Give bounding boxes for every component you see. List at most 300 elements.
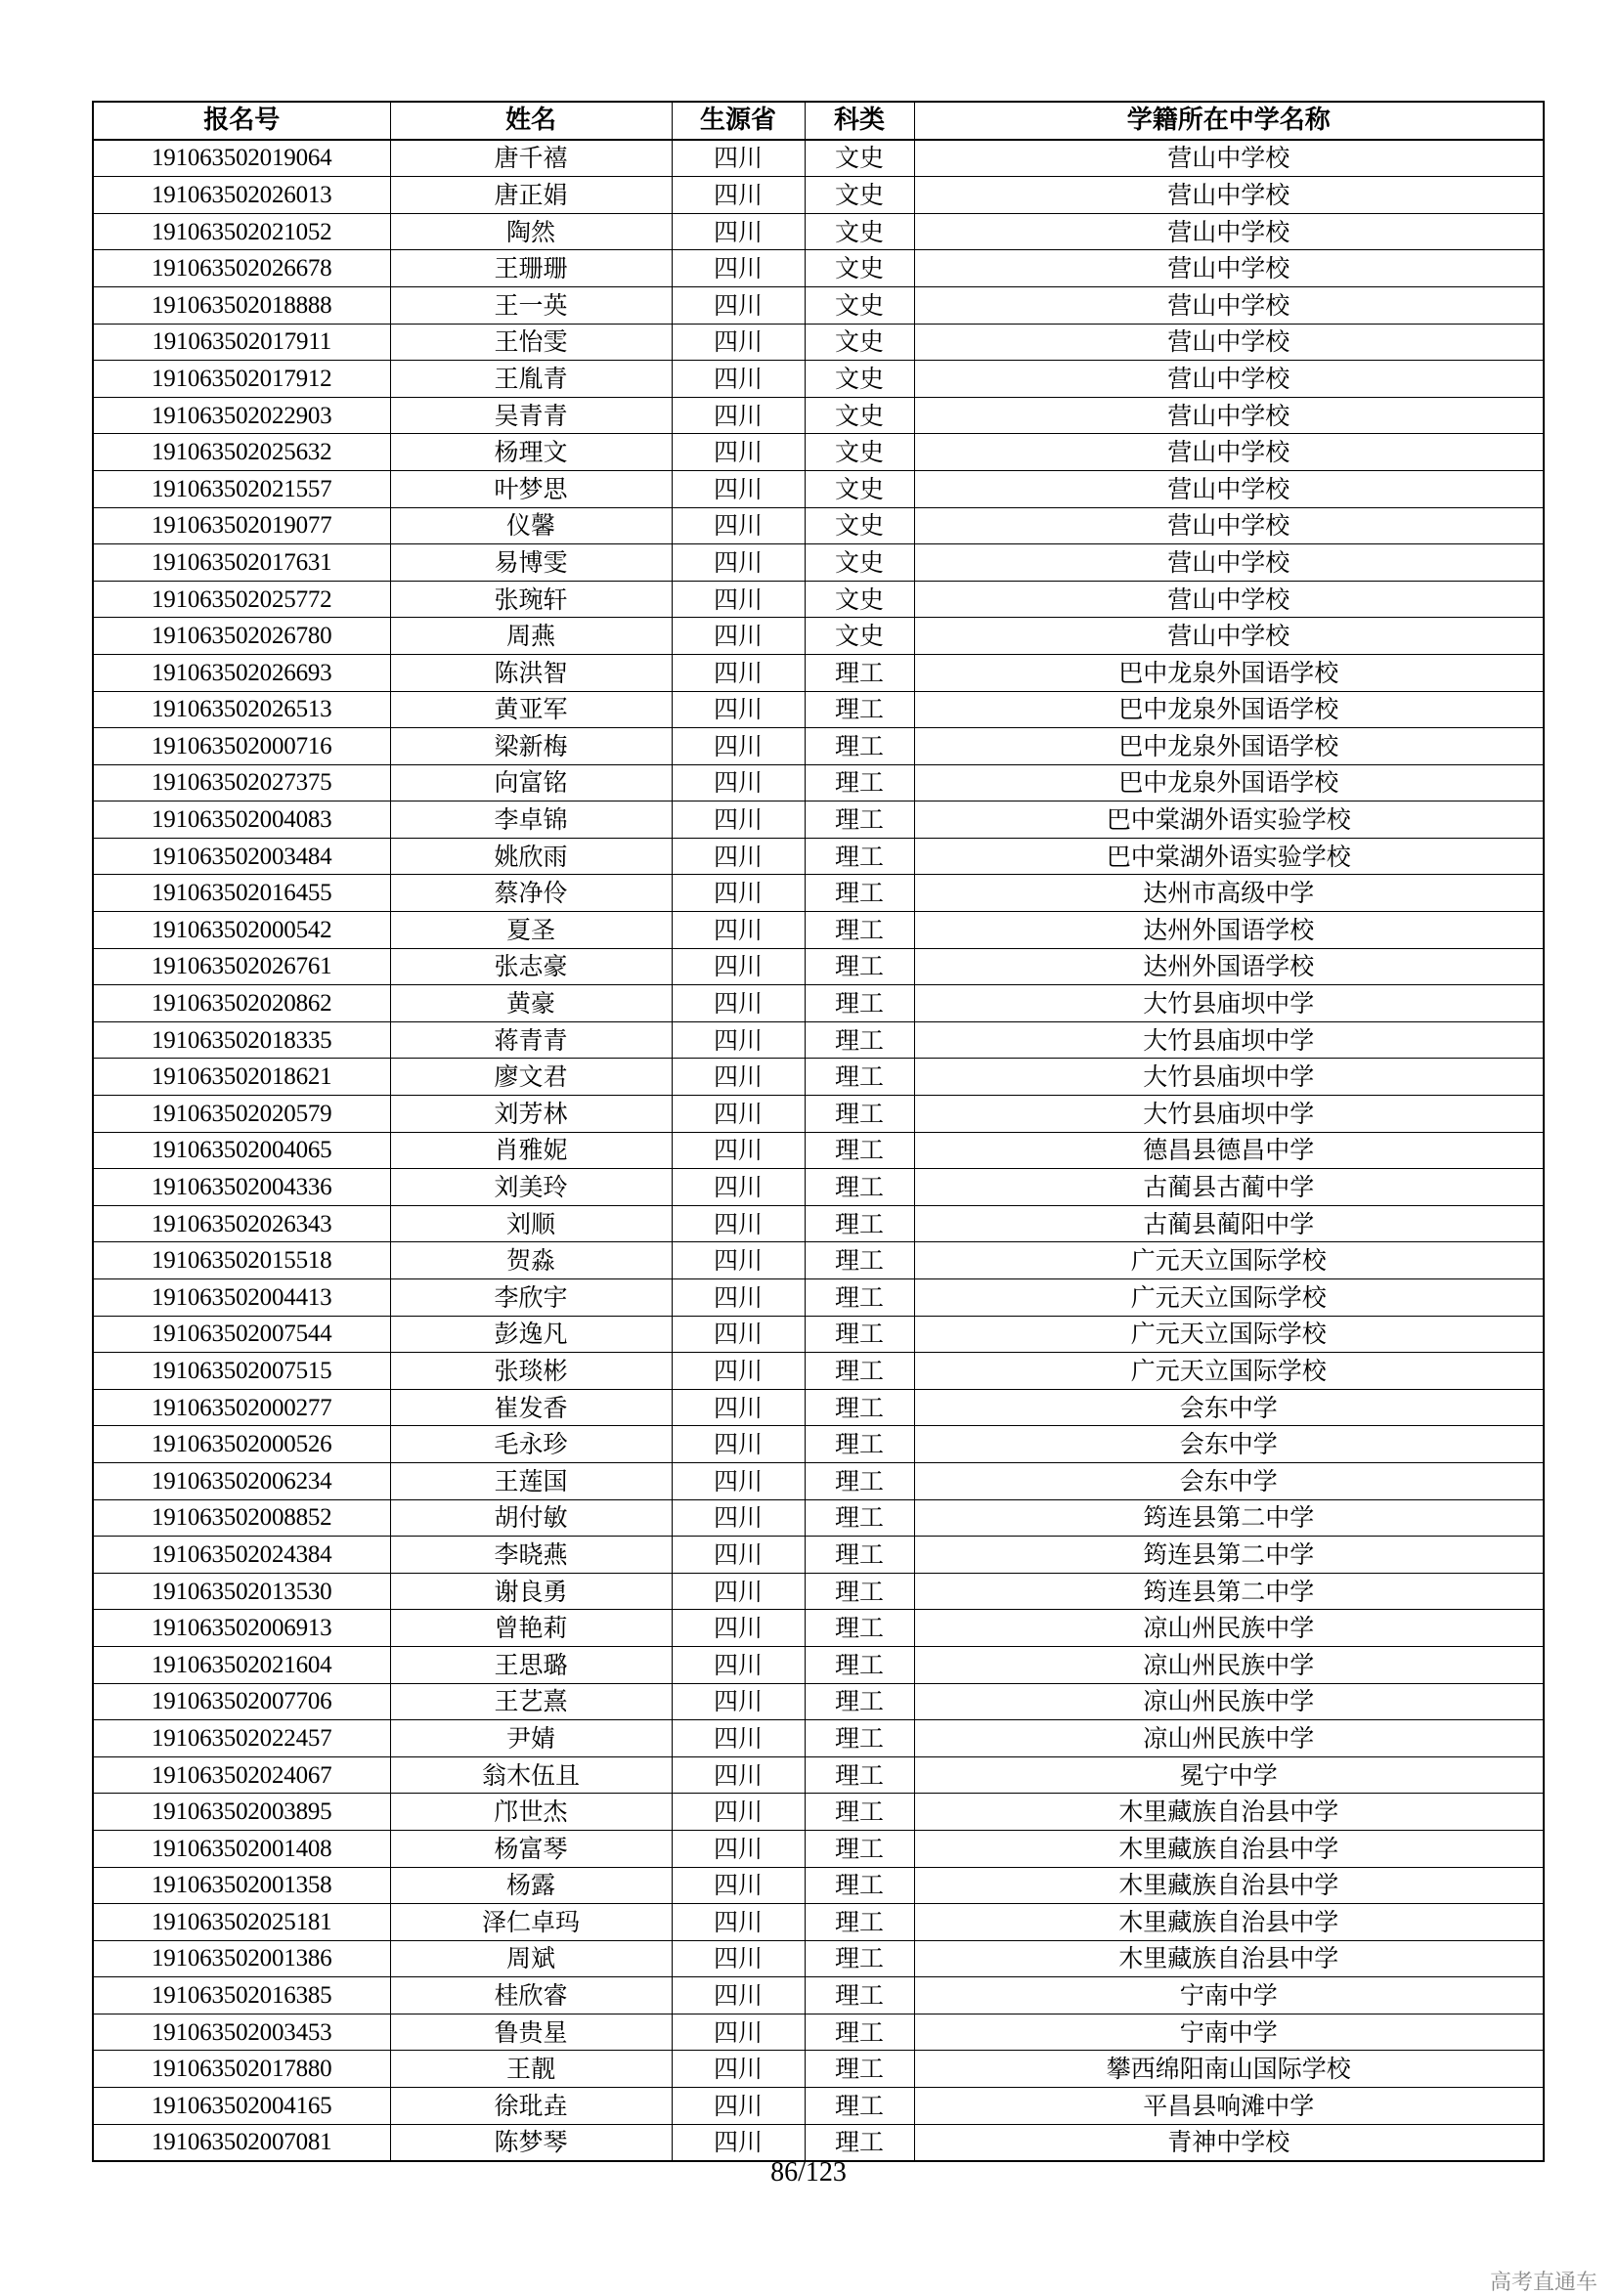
cell-province: 四川 (672, 140, 805, 177)
cell-registration-id: 191063502027375 (93, 764, 390, 801)
cell-name: 张志豪 (390, 948, 672, 985)
cell-school: 达州外国语学校 (914, 948, 1544, 985)
cell-registration-id: 191063502019077 (93, 507, 390, 544)
cell-province: 四川 (672, 1499, 805, 1537)
table-row (93, 1683, 1544, 1720)
cell-registration-id: 191063502001358 (93, 1867, 390, 1904)
cell-school: 营山中学校 (914, 544, 1544, 582)
cell-province: 四川 (672, 1830, 805, 1867)
cell-category: 文史 (805, 250, 914, 287)
cell-registration-id: 191063502020862 (93, 985, 390, 1022)
cell-category: 文史 (805, 544, 914, 582)
cell-registration-id: 191063502021052 (93, 213, 390, 250)
cell-province: 四川 (672, 948, 805, 985)
cell-school: 凉山州民族中学 (914, 1646, 1544, 1683)
cell-registration-id: 191063502000526 (93, 1426, 390, 1463)
cell-registration-id: 191063502004083 (93, 801, 390, 839)
cell-name: 邝世杰 (390, 1794, 672, 1831)
cell-registration-id: 191063502016455 (93, 875, 390, 912)
header-school: 学籍所在中学名称 (914, 102, 1544, 140)
cell-school: 巴中龙泉外国语学校 (914, 728, 1544, 765)
cell-province: 四川 (672, 1059, 805, 1096)
cell-registration-id: 191063502001408 (93, 1830, 390, 1867)
table-row (93, 213, 1544, 250)
cell-registration-id: 191063502000277 (93, 1389, 390, 1426)
cell-province: 四川 (672, 1353, 805, 1390)
table-row (93, 1646, 1544, 1683)
cell-category: 文史 (805, 361, 914, 398)
cell-registration-id: 191063502025632 (93, 434, 390, 471)
table-row (93, 618, 1544, 655)
cell-school: 营山中学校 (914, 213, 1544, 250)
cell-province: 四川 (672, 434, 805, 471)
cell-category: 文史 (805, 140, 914, 177)
table-row (93, 250, 1544, 287)
cell-school: 营山中学校 (914, 507, 1544, 544)
table-row (93, 801, 1544, 839)
cell-school: 达州市高级中学 (914, 875, 1544, 912)
cell-province: 四川 (672, 2124, 805, 2161)
table-row (93, 1316, 1544, 1353)
cell-province: 四川 (672, 838, 805, 875)
cell-school: 营山中学校 (914, 324, 1544, 361)
cell-registration-id: 191063502007081 (93, 2124, 390, 2161)
cell-name: 鲁贵星 (390, 2014, 672, 2051)
cell-school: 青神中学校 (914, 2124, 1544, 2161)
table-row (93, 2124, 1544, 2161)
cell-school: 巴中龙泉外国语学校 (914, 691, 1544, 728)
cell-category: 文史 (805, 507, 914, 544)
table-row (93, 470, 1544, 507)
cell-province: 四川 (672, 361, 805, 398)
cell-name: 杨露 (390, 1867, 672, 1904)
cell-registration-id: 191063502017911 (93, 324, 390, 361)
cell-school: 达州外国语学校 (914, 912, 1544, 949)
cell-category: 理工 (805, 764, 914, 801)
cell-school: 古蔺县古蔺中学 (914, 1169, 1544, 1206)
cell-province: 四川 (672, 470, 805, 507)
cell-category: 理工 (805, 1389, 914, 1426)
cell-registration-id: 191063502007544 (93, 1316, 390, 1353)
cell-category: 理工 (805, 948, 914, 985)
cell-category: 理工 (805, 1169, 914, 1206)
cell-province: 四川 (672, 1426, 805, 1463)
table-row (93, 2014, 1544, 2051)
cell-school: 会东中学 (914, 1389, 1544, 1426)
table-row (93, 1904, 1544, 1941)
cell-category: 理工 (805, 1977, 914, 2014)
cell-registration-id: 191063502026343 (93, 1205, 390, 1242)
cell-province: 四川 (672, 912, 805, 949)
header-row (93, 102, 1544, 140)
cell-province: 四川 (672, 1683, 805, 1720)
cell-category: 理工 (805, 1683, 914, 1720)
cell-category: 理工 (805, 1132, 914, 1169)
cell-school: 巴中龙泉外国语学校 (914, 764, 1544, 801)
cell-name: 肖雅妮 (390, 1132, 672, 1169)
table-row (93, 1610, 1544, 1647)
cell-name: 翁木伍且 (390, 1756, 672, 1794)
cell-registration-id: 191063502021604 (93, 1646, 390, 1683)
cell-school: 营山中学校 (914, 397, 1544, 434)
table-row (93, 1242, 1544, 1279)
header-name: 姓名 (390, 102, 672, 140)
table-row (93, 1462, 1544, 1499)
cell-category: 理工 (805, 1279, 914, 1317)
cell-category: 理工 (805, 1830, 914, 1867)
cell-province: 四川 (672, 213, 805, 250)
table-row (93, 324, 1544, 361)
cell-school: 大竹县庙坝中学 (914, 1021, 1544, 1059)
cell-province: 四川 (672, 1242, 805, 1279)
admission-table (92, 101, 1545, 2162)
cell-school: 营山中学校 (914, 470, 1544, 507)
table-row (93, 361, 1544, 398)
cell-category: 理工 (805, 912, 914, 949)
cell-registration-id: 191063502022457 (93, 1720, 390, 1757)
cell-province: 四川 (672, 507, 805, 544)
cell-school: 广元天立国际学校 (914, 1316, 1544, 1353)
cell-category: 文史 (805, 213, 914, 250)
cell-name: 周燕 (390, 618, 672, 655)
cell-registration-id: 191063502013530 (93, 1573, 390, 1610)
cell-name: 唐正娟 (390, 177, 672, 214)
cell-name: 胡付敏 (390, 1499, 672, 1537)
cell-province: 四川 (672, 801, 805, 839)
table-row (93, 691, 1544, 728)
cell-school: 营山中学校 (914, 434, 1544, 471)
cell-province: 四川 (672, 654, 805, 691)
cell-category: 理工 (805, 1242, 914, 1279)
watermark: 高考直通车 (1489, 2271, 1597, 2295)
cell-category: 理工 (805, 1537, 914, 1574)
cell-province: 四川 (672, 1537, 805, 1574)
cell-category: 理工 (805, 801, 914, 839)
table-row (93, 1756, 1544, 1794)
cell-registration-id: 191063502003453 (93, 2014, 390, 2051)
cell-province: 四川 (672, 1021, 805, 1059)
cell-name: 黄豪 (390, 985, 672, 1022)
page-number: 86/123 (770, 2157, 847, 2188)
cell-province: 四川 (672, 324, 805, 361)
cell-name: 贺淼 (390, 1242, 672, 1279)
cell-school: 营山中学校 (914, 140, 1544, 177)
cell-registration-id: 191063502004165 (93, 2088, 390, 2125)
cell-category: 文史 (805, 397, 914, 434)
cell-name: 徐玭垚 (390, 2088, 672, 2125)
cell-province: 四川 (672, 1756, 805, 1794)
cell-registration-id: 191063502000542 (93, 912, 390, 949)
table-header (93, 102, 1544, 140)
table-row (93, 2051, 1544, 2088)
cell-province: 四川 (672, 2088, 805, 2125)
table-row (93, 1205, 1544, 1242)
cell-registration-id: 191063502004065 (93, 1132, 390, 1169)
cell-school: 营山中学校 (914, 286, 1544, 324)
cell-category: 文史 (805, 324, 914, 361)
cell-name: 刘顺 (390, 1205, 672, 1242)
cell-registration-id: 191063502026678 (93, 250, 390, 287)
cell-province: 四川 (672, 1389, 805, 1426)
cell-category: 理工 (805, 1353, 914, 1390)
table-row (93, 581, 1544, 618)
cell-name: 向富铭 (390, 764, 672, 801)
cell-name: 梁新梅 (390, 728, 672, 765)
header-registration-id: 报名号 (93, 102, 390, 140)
cell-school: 会东中学 (914, 1462, 1544, 1499)
cell-category: 理工 (805, 1205, 914, 1242)
cell-name: 谢良勇 (390, 1573, 672, 1610)
cell-registration-id: 191063502026780 (93, 618, 390, 655)
cell-category: 理工 (805, 1059, 914, 1096)
cell-school: 凉山州民族中学 (914, 1683, 1544, 1720)
cell-school: 大竹县庙坝中学 (914, 1059, 1544, 1096)
cell-registration-id: 191063502019064 (93, 140, 390, 177)
cell-school: 木里藏族自治县中学 (914, 1940, 1544, 1977)
cell-category: 理工 (805, 1720, 914, 1757)
cell-category: 理工 (805, 1021, 914, 1059)
table-row (93, 654, 1544, 691)
table-row (93, 875, 1544, 912)
table-row (93, 985, 1544, 1022)
cell-name: 李欣宇 (390, 1279, 672, 1317)
cell-registration-id: 191063502004336 (93, 1169, 390, 1206)
cell-category: 理工 (805, 1426, 914, 1463)
cell-registration-id: 191063502021557 (93, 470, 390, 507)
cell-school: 宁南中学 (914, 2014, 1544, 2051)
table-row (93, 1720, 1544, 1757)
cell-registration-id: 191063502006234 (93, 1462, 390, 1499)
cell-category: 理工 (805, 985, 914, 1022)
cell-name: 蔡净伶 (390, 875, 672, 912)
cell-category: 理工 (805, 2051, 914, 2088)
cell-school: 营山中学校 (914, 361, 1544, 398)
cell-registration-id: 191063502018888 (93, 286, 390, 324)
table-row (93, 1059, 1544, 1096)
table-row (93, 1021, 1544, 1059)
cell-registration-id: 191063502000716 (93, 728, 390, 765)
cell-name: 刘芳林 (390, 1096, 672, 1133)
cell-category: 理工 (805, 728, 914, 765)
cell-name: 廖文君 (390, 1059, 672, 1096)
cell-registration-id: 191063502024384 (93, 1537, 390, 1574)
cell-school: 巴中棠湖外语实验学校 (914, 801, 1544, 839)
table-row (93, 397, 1544, 434)
cell-school: 会东中学 (914, 1426, 1544, 1463)
cell-school: 平昌县响滩中学 (914, 2088, 1544, 2125)
cell-name: 唐千禧 (390, 140, 672, 177)
cell-registration-id: 191063502007515 (93, 1353, 390, 1390)
cell-province: 四川 (672, 1940, 805, 1977)
cell-school: 木里藏族自治县中学 (914, 1794, 1544, 1831)
cell-name: 周斌 (390, 1940, 672, 1977)
cell-registration-id: 191063502006913 (93, 1610, 390, 1647)
cell-registration-id: 191063502015518 (93, 1242, 390, 1279)
cell-province: 四川 (672, 1904, 805, 1941)
cell-registration-id: 191063502003484 (93, 838, 390, 875)
cell-school: 古蔺县蔺阳中学 (914, 1205, 1544, 1242)
cell-name: 陶然 (390, 213, 672, 250)
cell-registration-id: 191063502001386 (93, 1940, 390, 1977)
cell-registration-id: 191063502007706 (93, 1683, 390, 1720)
cell-registration-id: 191063502008852 (93, 1499, 390, 1537)
cell-province: 四川 (672, 177, 805, 214)
table-row (93, 1169, 1544, 1206)
cell-category: 文史 (805, 618, 914, 655)
cell-name: 毛永珍 (390, 1426, 672, 1463)
cell-province: 四川 (672, 764, 805, 801)
cell-province: 四川 (672, 1646, 805, 1683)
cell-province: 四川 (672, 1462, 805, 1499)
cell-name: 崔发香 (390, 1389, 672, 1426)
cell-province: 四川 (672, 1977, 805, 2014)
cell-school: 木里藏族自治县中学 (914, 1867, 1544, 1904)
cell-school: 筠连县第二中学 (914, 1537, 1544, 1574)
table-row (93, 1353, 1544, 1390)
cell-province: 四川 (672, 691, 805, 728)
table-row (93, 140, 1544, 177)
cell-province: 四川 (672, 581, 805, 618)
cell-registration-id: 191063502020579 (93, 1096, 390, 1133)
cell-category: 理工 (805, 1610, 914, 1647)
cell-school: 木里藏族自治县中学 (914, 1830, 1544, 1867)
table-row (93, 948, 1544, 985)
cell-school: 大竹县庙坝中学 (914, 985, 1544, 1022)
cell-category: 文史 (805, 581, 914, 618)
table-row (93, 728, 1544, 765)
cell-province: 四川 (672, 286, 805, 324)
cell-category: 文史 (805, 434, 914, 471)
cell-name: 吴青青 (390, 397, 672, 434)
cell-name: 陈洪智 (390, 654, 672, 691)
cell-registration-id: 191063502024067 (93, 1756, 390, 1794)
cell-school: 营山中学校 (914, 177, 1544, 214)
cell-school: 冕宁中学 (914, 1756, 1544, 1794)
cell-category: 理工 (805, 1904, 914, 1941)
cell-school: 广元天立国际学校 (914, 1242, 1544, 1279)
cell-school: 广元天立国际学校 (914, 1279, 1544, 1317)
cell-name: 曾艳莉 (390, 1610, 672, 1647)
cell-province: 四川 (672, 1316, 805, 1353)
table-body (93, 140, 1544, 2162)
cell-name: 张琬轩 (390, 581, 672, 618)
cell-name: 姚欣雨 (390, 838, 672, 875)
table-row (93, 1573, 1544, 1610)
cell-category: 理工 (805, 2124, 914, 2161)
cell-name: 黄亚军 (390, 691, 672, 728)
cell-name: 刘美玲 (390, 1169, 672, 1206)
cell-name: 彭逸凡 (390, 1316, 672, 1353)
cell-school: 营山中学校 (914, 618, 1544, 655)
cell-registration-id: 191063502017631 (93, 544, 390, 582)
cell-registration-id: 191063502025772 (93, 581, 390, 618)
cell-province: 四川 (672, 1169, 805, 1206)
cell-registration-id: 191063502026513 (93, 691, 390, 728)
cell-school: 凉山州民族中学 (914, 1720, 1544, 1757)
table-row (93, 544, 1544, 582)
cell-name: 陈梦琴 (390, 2124, 672, 2161)
cell-province: 四川 (672, 250, 805, 287)
cell-province: 四川 (672, 1096, 805, 1133)
table-row (93, 1830, 1544, 1867)
cell-province: 四川 (672, 1279, 805, 1317)
table-row (93, 1132, 1544, 1169)
cell-name: 李卓锦 (390, 801, 672, 839)
cell-province: 四川 (672, 1205, 805, 1242)
cell-province: 四川 (672, 875, 805, 912)
cell-name: 杨理文 (390, 434, 672, 471)
cell-category: 理工 (805, 1462, 914, 1499)
cell-school: 德昌县德昌中学 (914, 1132, 1544, 1169)
table-row (93, 434, 1544, 471)
cell-registration-id: 191063502018621 (93, 1059, 390, 1096)
cell-province: 四川 (672, 1132, 805, 1169)
cell-name: 李晓燕 (390, 1537, 672, 1574)
cell-category: 理工 (805, 1573, 914, 1610)
cell-category: 理工 (805, 1316, 914, 1353)
table-row (93, 838, 1544, 875)
cell-province: 四川 (672, 544, 805, 582)
cell-category: 文史 (805, 286, 914, 324)
cell-name: 叶梦思 (390, 470, 672, 507)
cell-name: 王胤青 (390, 361, 672, 398)
cell-school: 筠连县第二中学 (914, 1573, 1544, 1610)
table-row (93, 507, 1544, 544)
cell-province: 四川 (672, 618, 805, 655)
table-row (93, 912, 1544, 949)
cell-category: 理工 (805, 1940, 914, 1977)
cell-category: 理工 (805, 654, 914, 691)
header-province: 生源省 (672, 102, 805, 140)
cell-school: 凉山州民族中学 (914, 1610, 1544, 1647)
cell-province: 四川 (672, 1720, 805, 1757)
cell-registration-id: 191063502003895 (93, 1794, 390, 1831)
cell-name: 尹婧 (390, 1720, 672, 1757)
cell-category: 理工 (805, 2088, 914, 2125)
cell-province: 四川 (672, 1573, 805, 1610)
cell-school: 营山中学校 (914, 250, 1544, 287)
cell-registration-id: 191063502016385 (93, 1977, 390, 2014)
table-row (93, 1867, 1544, 1904)
cell-province: 四川 (672, 985, 805, 1022)
cell-registration-id: 191063502022903 (93, 397, 390, 434)
cell-registration-id: 191063502018335 (93, 1021, 390, 1059)
cell-registration-id: 191063502017880 (93, 2051, 390, 2088)
cell-category: 理工 (805, 2014, 914, 2051)
table-row (93, 1096, 1544, 1133)
cell-category: 理工 (805, 1646, 914, 1683)
cell-school: 筠连县第二中学 (914, 1499, 1544, 1537)
cell-province: 四川 (672, 2051, 805, 2088)
table-row (93, 1940, 1544, 1977)
cell-school: 巴中棠湖外语实验学校 (914, 838, 1544, 875)
table-row (93, 2088, 1544, 2125)
cell-category: 文史 (805, 177, 914, 214)
cell-name: 王怡雯 (390, 324, 672, 361)
cell-category: 理工 (805, 1096, 914, 1133)
cell-name: 仪馨 (390, 507, 672, 544)
cell-category: 理工 (805, 1794, 914, 1831)
cell-registration-id: 191063502026761 (93, 948, 390, 985)
cell-province: 四川 (672, 2014, 805, 2051)
cell-name: 夏圣 (390, 912, 672, 949)
cell-registration-id: 191063502017912 (93, 361, 390, 398)
cell-school: 巴中龙泉外国语学校 (914, 654, 1544, 691)
cell-province: 四川 (672, 728, 805, 765)
header-category: 科类 (805, 102, 914, 140)
cell-province: 四川 (672, 1867, 805, 1904)
cell-school: 广元天立国际学校 (914, 1353, 1544, 1390)
